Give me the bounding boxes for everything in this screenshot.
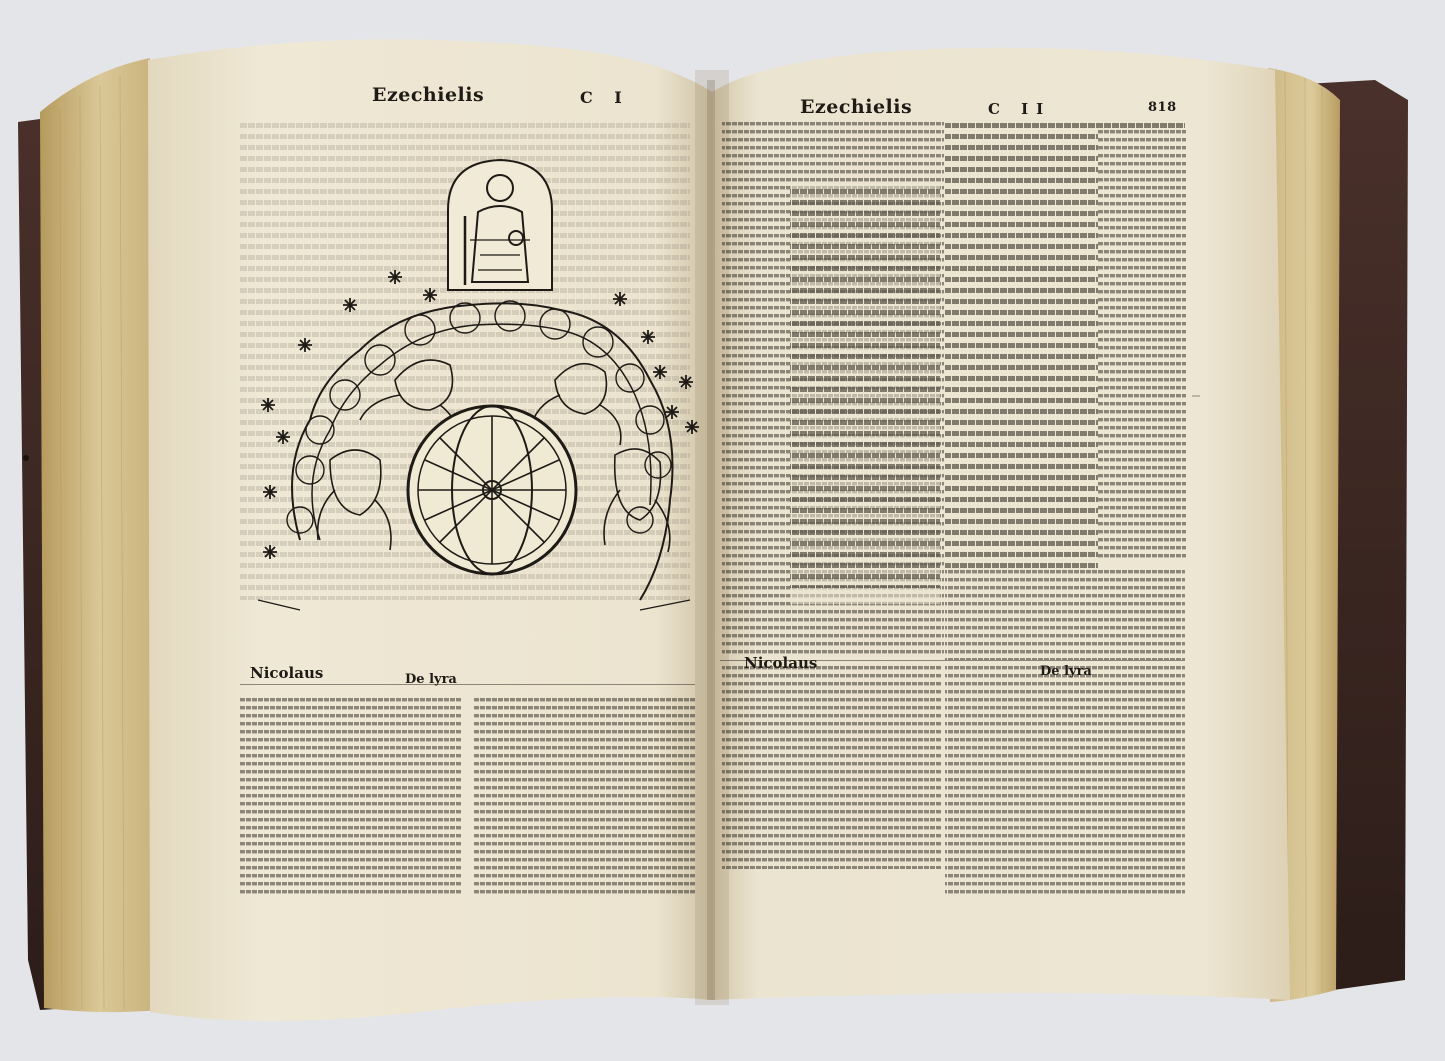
left-running-title: Ezechielis [372,84,485,106]
left-commentary-heading-2: De lyra [405,672,457,687]
right-chapter-numeral: C II [988,100,1052,118]
right-commentary-heading: Nicolaus [744,654,818,672]
wheel-woodcut [408,406,576,574]
right-running-title: Ezechielis [800,96,913,118]
left-chapter-numeral: C I [580,88,630,107]
binding-stud [23,455,29,461]
folio-number: 818 [1148,100,1177,115]
right-commentary-heading-2: De lyra [1040,664,1092,679]
right-page-text [720,118,1186,894]
left-commentary-heading: Nicolaus [250,664,324,682]
